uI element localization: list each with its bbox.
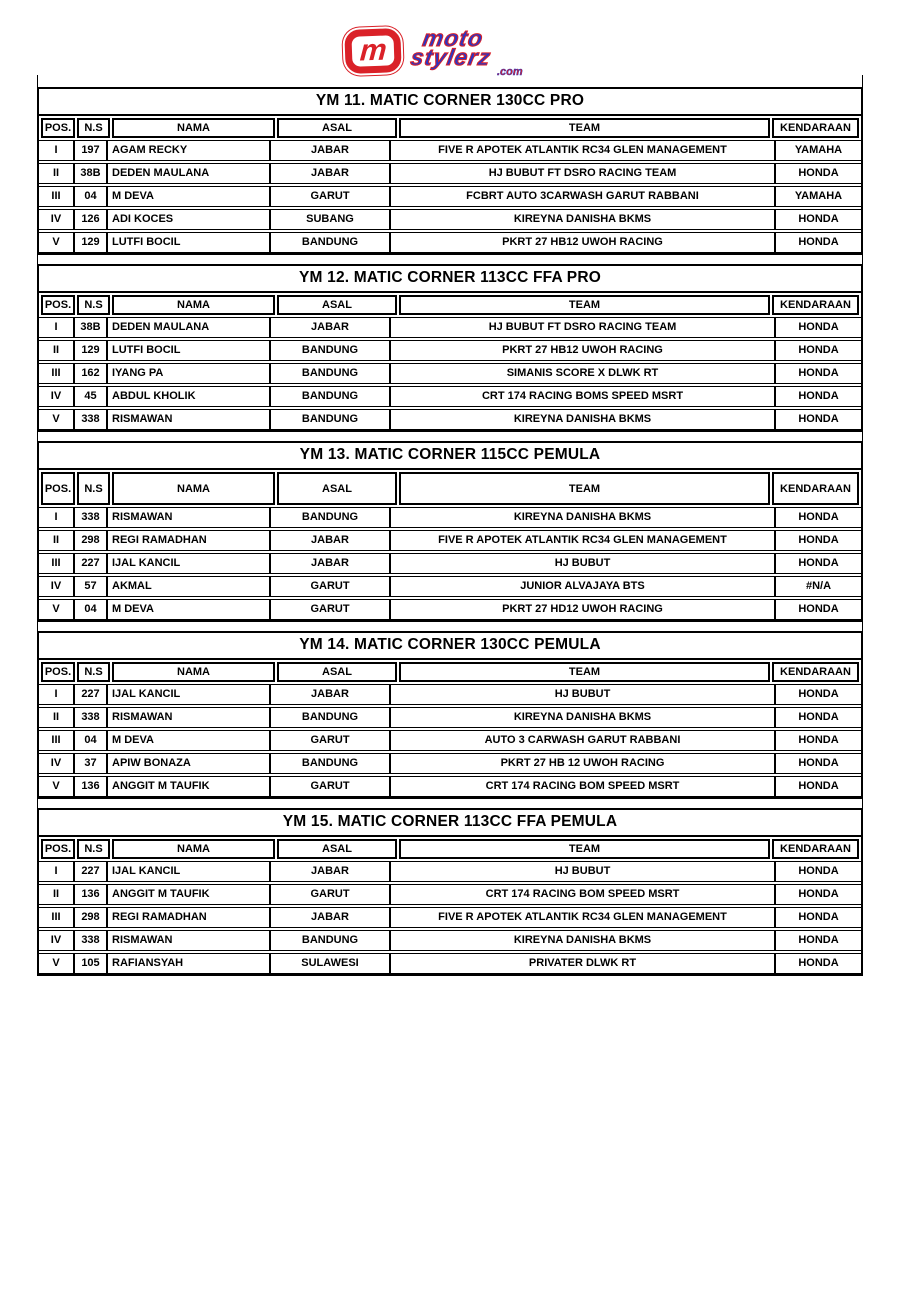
number-cell: 129 [73,341,106,360]
origin-cell: GARUT [269,187,389,206]
number-cell: 38B [73,164,106,183]
table-body [39,507,861,620]
origin-cell: BANDUNG [269,508,389,527]
origin-cell: BANDUNG [269,708,389,727]
name-cell: M DEVA [106,187,269,206]
team-cell: CRT 174 RACING BOM SPEED MSRT [389,777,774,796]
column-header: N.S [77,295,110,315]
name-cell: ANGGIT M TAUFIK [106,885,269,904]
team-cell: CRT 174 RACING BOMS SPEED MSRT [389,387,774,406]
logo-word-moto: moto [420,25,486,51]
pos-cell: IV [50,580,62,592]
name-cell: RAFIANSYAH [106,954,269,973]
race-class-table [37,441,863,622]
team-cell: PKRT 27 HB12 UWOH RACING [389,341,774,360]
column-header: ASAL [277,472,397,505]
table-row [39,576,861,597]
table-row [39,507,861,528]
pos-cell: I [54,321,58,333]
race-class-table [37,264,863,432]
name-cell: REGI RAMADHAN [106,531,269,550]
vehicle-cell: HONDA [774,862,861,881]
column-header: ASAL [277,839,397,859]
column-header: KENDARAAN [772,118,859,138]
pos-cell: IV [50,213,62,225]
team-cell: PKRT 27 HD12 UWOH RACING [389,600,774,619]
vehicle-cell: HONDA [774,364,861,383]
origin-cell: JABAR [269,318,389,337]
column-header: ASAL [277,295,397,315]
team-cell: KIREYNA DANISHA BKMS [389,931,774,950]
column-header: ASAL [277,118,397,138]
number-cell: 338 [73,931,106,950]
origin-cell: BANDUNG [269,387,389,406]
pos-cell: I [54,688,58,700]
number-cell: 105 [73,954,106,973]
number-cell: 04 [73,731,106,750]
number-cell: 136 [73,777,106,796]
column-header: KENDARAAN [772,662,859,682]
vehicle-cell: HONDA [774,531,861,550]
table-row [39,163,861,184]
race-class-table [37,631,863,799]
name-cell: AKMAL [106,577,269,596]
name-cell: RISMAWAN [106,410,269,429]
origin-cell: GARUT [269,777,389,796]
name-cell: LUTFI BOCIL [106,233,269,252]
team-cell: FIVE R APOTEK ATLANTIK RC34 GLEN MANAGEMENT [389,908,774,927]
pos-cell: II [52,344,60,356]
number-cell: 04 [73,600,106,619]
name-cell: M DEVA [106,731,269,750]
vehicle-cell: HONDA [774,954,861,973]
pos-cell: V [52,236,60,248]
table-row [39,232,861,253]
name-cell: RISMAWAN [106,508,269,527]
vehicle-cell: HONDA [774,318,861,337]
team-cell: KIREYNA DANISHA BKMS [389,410,774,429]
table-row [39,363,861,384]
origin-cell: BANDUNG [269,341,389,360]
team-cell: PKRT 27 HB12 UWOH RACING [389,233,774,252]
monogram-letter: m [358,33,388,68]
number-cell: 126 [73,210,106,229]
vehicle-cell: HONDA [774,731,861,750]
team-cell: HJ BUBUT FT DSRO RACING TEAM [389,164,774,183]
logo-domain: .com [497,66,523,78]
origin-cell: GARUT [269,577,389,596]
table-row [39,186,861,207]
race-class-title: YM 14. MATIC CORNER 130CC PEMULA [39,633,861,660]
table-row [39,409,861,430]
origin-cell: JABAR [269,908,389,927]
column-header: KENDARAAN [772,839,859,859]
column-header: POS. [41,295,75,315]
origin-cell: GARUT [269,885,389,904]
name-cell: ANGGIT M TAUFIK [106,777,269,796]
table-row [39,776,861,797]
column-header: POS. [41,839,75,859]
number-cell: 197 [73,141,106,160]
table-row [39,730,861,751]
pos-cell: III [51,557,61,569]
pos-cell: III [51,911,61,923]
pos-cell: IV [50,757,62,769]
column-header: ASAL [277,662,397,682]
vehicle-cell: HONDA [774,387,861,406]
column-header: TEAM [399,839,770,859]
results-sheet [37,75,863,976]
team-cell: FIVE R APOTEK ATLANTIK RC34 GLEN MANAGEMENT [389,531,774,550]
pos-cell: II [52,534,60,546]
origin-cell: SUBANG [269,210,389,229]
vehicle-cell: YAMAHA [774,141,861,160]
column-header: POS. [41,472,75,505]
column-header: N.S [77,472,110,505]
pos-cell: I [54,144,58,156]
vehicle-cell: HONDA [774,341,861,360]
vehicle-cell: HONDA [774,931,861,950]
table-row [39,209,861,230]
vehicle-cell: #N/A [774,577,861,596]
pos-cell: I [54,865,58,877]
motostylerz-logo [335,24,565,78]
team-cell: PKRT 27 HB 12 UWOH RACING [389,754,774,773]
name-cell: IJAL KANCIL [106,685,269,704]
vehicle-cell: HONDA [774,508,861,527]
origin-cell: BANDUNG [269,754,389,773]
table-body [39,684,861,797]
name-cell: RISMAWAN [106,708,269,727]
table-header-row [39,837,861,861]
origin-cell: SULAWESI [269,954,389,973]
number-cell: 57 [73,577,106,596]
origin-cell: GARUT [269,731,389,750]
column-header: TEAM [399,662,770,682]
column-header: TEAM [399,472,770,505]
column-header: NAMA [112,472,275,505]
pos-cell: III [51,367,61,379]
origin-cell: BANDUNG [269,364,389,383]
number-cell: 227 [73,685,106,704]
table-row [39,386,861,407]
race-class-title: YM 13. MATIC CORNER 115CC PEMULA [39,443,861,470]
table-row [39,553,861,574]
number-cell: 04 [73,187,106,206]
logo-word-stylerz: stylerz [408,44,494,70]
number-cell: 162 [73,364,106,383]
table-row [39,707,861,728]
number-cell: 338 [73,410,106,429]
table-body [39,317,861,430]
table-row [39,684,861,705]
name-cell: DEDEN MAULANA [106,318,269,337]
column-header: KENDARAAN [772,295,859,315]
origin-cell: JABAR [269,862,389,881]
column-header: NAMA [112,118,275,138]
team-cell: FIVE R APOTEK ATLANTIK RC34 GLEN MANAGEMENT [389,141,774,160]
table-row [39,317,861,338]
column-header: POS. [41,118,75,138]
race-class-title: YM 12. MATIC CORNER 113CC FFA PRO [39,266,861,293]
vehicle-cell: HONDA [774,685,861,704]
column-header: TEAM [399,118,770,138]
origin-cell: JABAR [269,554,389,573]
column-header: N.S [77,118,110,138]
team-cell: FCBRT AUTO 3CARWASH GARUT RABBANI [389,187,774,206]
name-cell: DEDEN MAULANA [106,164,269,183]
origin-cell: BANDUNG [269,410,389,429]
vehicle-cell: HONDA [774,754,861,773]
team-cell: KIREYNA DANISHA BKMS [389,708,774,727]
name-cell: IJAL KANCIL [106,554,269,573]
vehicle-cell: HONDA [774,600,861,619]
table-row [39,530,861,551]
column-header: NAMA [112,839,275,859]
vehicle-cell: HONDA [774,708,861,727]
pos-cell: II [52,167,60,179]
number-cell: 227 [73,554,106,573]
name-cell: LUTFI BOCIL [106,341,269,360]
team-cell: HJ BUBUT FT DSRO RACING TEAM [389,318,774,337]
vehicle-cell: HONDA [774,908,861,927]
name-cell: REGI RAMADHAN [106,908,269,927]
column-header: NAMA [112,295,275,315]
table-row [39,753,861,774]
table-header-row [39,293,861,317]
race-class-table [37,808,863,976]
table-row [39,907,861,928]
pos-cell: III [51,734,61,746]
table-header-row [39,116,861,140]
vehicle-cell: HONDA [774,210,861,229]
number-cell: 227 [73,862,106,881]
logo-wordmark [405,24,555,78]
column-header: KENDARAAN [772,472,859,505]
vehicle-cell: HONDA [774,885,861,904]
number-cell: 338 [73,708,106,727]
table-row [39,884,861,905]
number-cell: 37 [73,754,106,773]
team-cell: AUTO 3 CARWASH GARUT RABBANI [389,731,774,750]
race-class-table [37,87,863,255]
team-cell: HJ BUBUT [389,554,774,573]
race-class-title: YM 15. MATIC CORNER 113CC FFA PEMULA [39,810,861,837]
origin-cell: JABAR [269,685,389,704]
column-header: N.S [77,839,110,859]
table-row [39,140,861,161]
pos-cell: III [51,190,61,202]
origin-cell: JABAR [269,141,389,160]
table-row [39,599,861,620]
pos-cell: II [52,711,60,723]
column-header: POS. [41,662,75,682]
name-cell: AGAM RECKY [106,141,269,160]
column-header: TEAM [399,295,770,315]
pos-cell: IV [50,390,62,402]
column-header: NAMA [112,662,275,682]
pos-cell: IV [50,934,62,946]
pos-cell: II [52,888,60,900]
race-class-title: YM 11. MATIC CORNER 130CC PRO [39,89,861,116]
number-cell: 136 [73,885,106,904]
team-cell: HJ BUBUT [389,862,774,881]
table-body [39,861,861,974]
number-cell: 298 [73,531,106,550]
name-cell: ABDUL KHOLIK [106,387,269,406]
vehicle-cell: HONDA [774,164,861,183]
team-cell: KIREYNA DANISHA BKMS [389,508,774,527]
table-header-row [39,470,861,507]
origin-cell: BANDUNG [269,931,389,950]
table-row [39,861,861,882]
vehicle-cell: HONDA [774,554,861,573]
name-cell: APIW BONAZA [106,754,269,773]
name-cell: RISMAWAN [106,931,269,950]
column-header: N.S [77,662,110,682]
team-cell: KIREYNA DANISHA BKMS [389,210,774,229]
pos-cell: V [52,413,60,425]
vehicle-cell: YAMAHA [774,187,861,206]
pos-cell: V [52,603,60,615]
origin-cell: JABAR [269,531,389,550]
number-cell: 45 [73,387,106,406]
number-cell: 38B [73,318,106,337]
origin-cell: BANDUNG [269,233,389,252]
origin-cell: JABAR [269,164,389,183]
number-cell: 338 [73,508,106,527]
name-cell: IJAL KANCIL [106,862,269,881]
vehicle-cell: HONDA [774,410,861,429]
vehicle-cell: HONDA [774,233,861,252]
table-row [39,930,861,951]
table-header-row [39,660,861,684]
name-cell: ADI KOCES [106,210,269,229]
team-cell: SIMANIS SCORE X DLWK RT [389,364,774,383]
team-cell: CRT 174 RACING BOM SPEED MSRT [389,885,774,904]
pos-cell: I [54,511,58,523]
team-cell: HJ BUBUT [389,685,774,704]
origin-cell: GARUT [269,600,389,619]
table-row [39,340,861,361]
team-cell: PRIVATER DLWK RT [389,954,774,973]
number-cell: 298 [73,908,106,927]
vehicle-cell: HONDA [774,777,861,796]
pos-cell: V [52,957,60,969]
table-row [39,953,861,974]
team-cell: JUNIOR ALVAJAYA BTS [389,577,774,596]
number-cell: 129 [73,233,106,252]
name-cell: M DEVA [106,600,269,619]
pos-cell: V [52,780,60,792]
name-cell: IYANG PA [106,364,269,383]
motostylerz-monogram-icon [344,28,402,74]
table-body [39,140,861,253]
